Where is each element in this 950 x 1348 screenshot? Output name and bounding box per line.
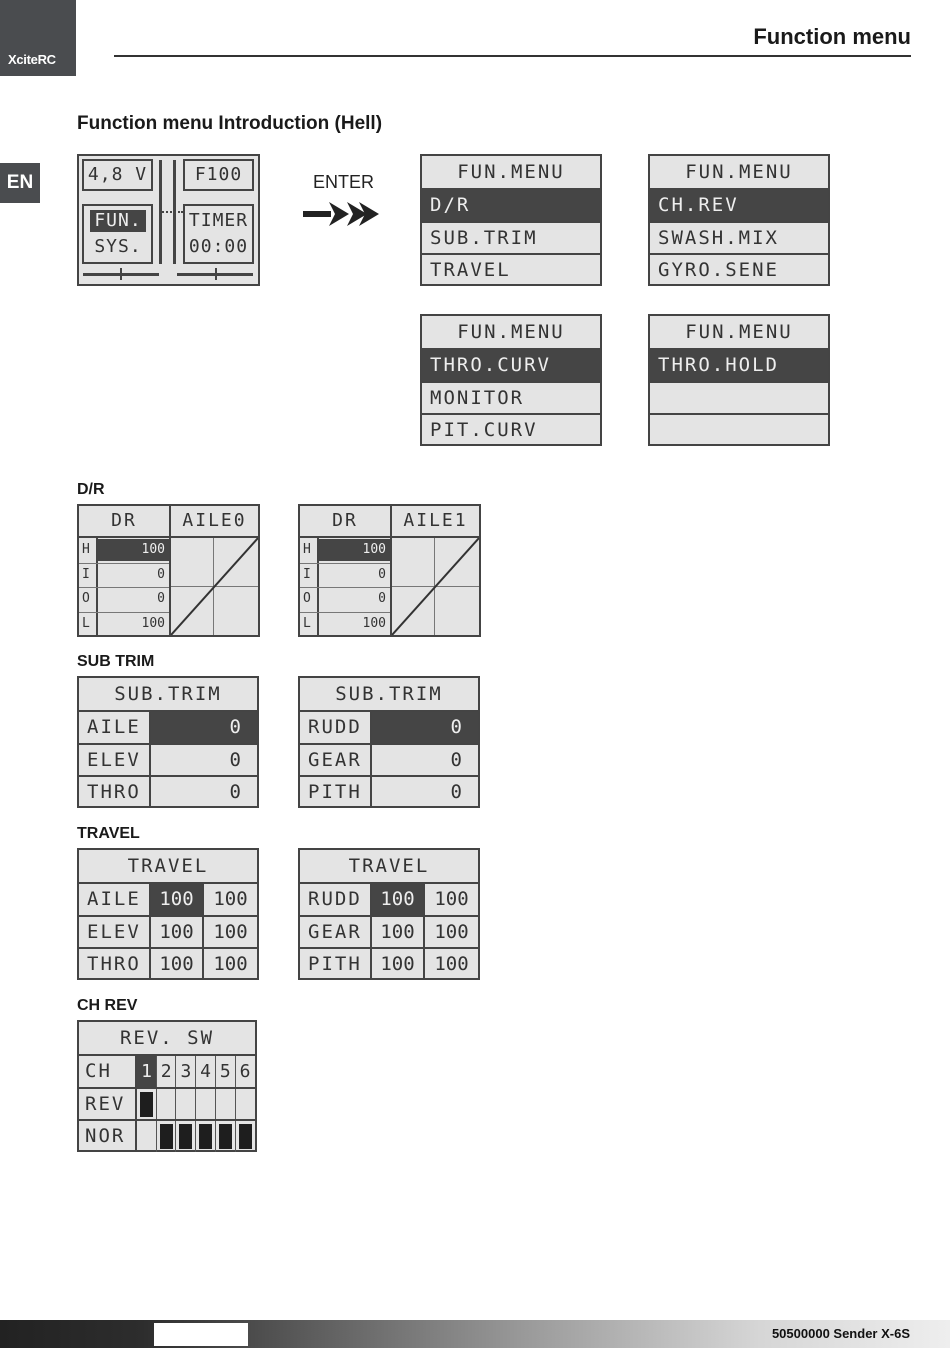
dr-row-value: 0 (378, 566, 386, 582)
footer-page-box (154, 1323, 248, 1346)
header-divider (114, 55, 911, 57)
trim-center-mark-right (215, 268, 217, 280)
travel-screen (298, 848, 480, 980)
sys-label: SYS. (94, 236, 142, 257)
fun-menu-screen (420, 314, 602, 446)
chrev-cell-divider (175, 1121, 176, 1152)
subtrim-row (79, 710, 257, 743)
travel-channel: RUDD (308, 888, 362, 910)
chrev-cell-divider (156, 1089, 157, 1120)
chrev-cell-divider (235, 1089, 236, 1120)
dr-screen (298, 504, 481, 637)
chrev-row (79, 1054, 255, 1087)
fun-menu-item[interactable]: D/R (422, 188, 600, 221)
chrev-cell-divider (175, 1089, 176, 1120)
brand-logo-text: XciteRC (8, 52, 56, 67)
chrev-nor-marker[interactable] (179, 1124, 192, 1149)
travel-row (79, 947, 257, 981)
dr-curve-graph (392, 538, 479, 635)
section-title-intro: Function menu Introduction (Hell) (77, 113, 383, 134)
subtrim-channel: PITH (308, 781, 362, 804)
subtrim-row (300, 775, 478, 809)
subtrim-channel: AILE (87, 716, 141, 738)
travel-row (300, 947, 478, 981)
dr-row-label: L (82, 615, 90, 631)
section-title-chrev: CH REV (77, 997, 138, 1014)
enter-label: ENTER (313, 172, 375, 192)
travel-row (300, 915, 478, 948)
fun-menu-item[interactable]: MONITOR (422, 381, 600, 414)
enter-arrow-icon (303, 198, 379, 230)
fun-menu-screen (420, 154, 602, 286)
chrev-channel-number: 6 (239, 1061, 251, 1082)
trim-center-mark-left (120, 268, 122, 280)
fun-menu-item[interactable]: SUB.TRIM (422, 221, 600, 254)
chrev-row-label: NOR (85, 1125, 126, 1148)
fun-menu-item[interactable]: GYRO.SENE (650, 253, 828, 287)
dr-channel: AILE0 (182, 510, 247, 531)
chrev-cell-divider (195, 1121, 196, 1152)
chrev-cell-divider (235, 1121, 236, 1152)
travel-value-right[interactable]: 100 (434, 888, 469, 910)
travel-value-left[interactable]: 100 (380, 953, 415, 976)
fun-menu-title: FUN.MENU (457, 321, 565, 343)
dr-screen (77, 504, 260, 637)
travel-value-right[interactable]: 100 (213, 920, 248, 943)
chrev-row (79, 1119, 255, 1153)
dr-row-label: H (82, 542, 90, 557)
subtrim-row (300, 743, 478, 776)
fun-menu-screen (648, 314, 830, 446)
chrev-channel-number: 1 (137, 1056, 156, 1087)
dr-row-value: 100 (319, 539, 390, 561)
dr-row-label: I (303, 566, 311, 582)
subtrim-row (79, 743, 257, 776)
chrev-channel-number: 2 (160, 1061, 172, 1082)
fun-menu-item[interactable] (650, 413, 828, 447)
travel-value-left[interactable]: 100 (159, 953, 194, 976)
travel-channel: THRO (87, 953, 141, 976)
dr-curve-line (392, 538, 479, 635)
voltage-box: 4,8 V (82, 159, 153, 191)
home-screen-lcd (77, 154, 260, 286)
fun-menu-item[interactable]: CH.REV (650, 188, 828, 221)
subtrim-channel: ELEV (87, 748, 141, 771)
subtrim-value[interactable]: 0 (151, 712, 257, 743)
timer-value: 00:00 (188, 236, 249, 257)
brand-logo (0, 0, 76, 76)
section-title-subtrim: SUB TRIM (77, 653, 155, 670)
footer-product: 50500000 Sender X-6S (771, 1326, 910, 1341)
subtrim-row (300, 710, 478, 743)
dr-row-value: 0 (378, 591, 386, 606)
dr-row-label: O (303, 591, 311, 606)
dr-row-label: L (303, 615, 311, 631)
travel-channel: GEAR (308, 920, 362, 943)
chrev-channel-number: 5 (219, 1061, 231, 1082)
fun-menu-item[interactable]: THRO.CURV (422, 348, 600, 381)
subtrim-value[interactable]: 0 (229, 781, 241, 804)
section-title-travel: TRAVEL (77, 825, 140, 842)
fun-menu-item[interactable]: SWASH.MIX (650, 221, 828, 254)
chrev-nor-marker[interactable] (199, 1124, 212, 1149)
subtrim-title: SUB.TRIM (114, 683, 222, 705)
travel-value-right[interactable]: 100 (434, 953, 469, 976)
subtrim-channel: THRO (87, 781, 141, 804)
travel-value-right[interactable]: 100 (434, 920, 469, 943)
dr-channel: AILE1 (403, 510, 468, 531)
fun-menu-title: FUN.MENU (457, 161, 565, 183)
travel-row (79, 915, 257, 948)
travel-value-right[interactable]: 100 (213, 953, 248, 976)
fun-menu-screen (648, 154, 830, 286)
dr-row-label: H (303, 542, 311, 557)
travel-value-left[interactable]: 100 (159, 920, 194, 943)
dr-row-label: O (82, 591, 90, 606)
subtrim-value[interactable]: 0 (450, 781, 462, 804)
subtrim-screen (298, 676, 480, 808)
travel-value-left[interactable]: 100 (372, 884, 423, 915)
travel-value-left[interactable]: 100 (151, 884, 202, 915)
travel-channel: PITH (308, 953, 362, 976)
model-box: F100 (183, 159, 254, 191)
chrev-nor-marker[interactable] (239, 1124, 252, 1149)
subtrim-row (79, 775, 257, 809)
subtrim-value[interactable]: 0 (372, 712, 478, 743)
chrev-cell-divider (156, 1121, 157, 1152)
dr-row-value: 0 (157, 591, 165, 606)
chrev-rev-marker[interactable] (140, 1092, 153, 1117)
dr-row-value: 0 (157, 566, 165, 582)
subtrim-screen (77, 676, 259, 808)
chrev-row-label: CH (85, 1060, 112, 1082)
dr-curve-line (171, 538, 258, 635)
fun-menu-item[interactable]: PIT.CURV (422, 413, 600, 447)
travel-value-left[interactable]: 100 (380, 920, 415, 943)
fun-menu-item[interactable]: THRO.HOLD (650, 348, 828, 381)
dr-row-value: 100 (362, 615, 386, 631)
language-tab: EN (0, 163, 40, 203)
subtrim-value[interactable]: 0 (450, 748, 462, 771)
trim-marker-dots (159, 211, 183, 215)
dr-row-value: 100 (141, 615, 165, 631)
chrev-nor-marker[interactable] (160, 1124, 173, 1149)
chrev-cell-divider (215, 1121, 216, 1152)
travel-channel: ELEV (87, 920, 141, 943)
dr-row-value: 100 (98, 539, 169, 561)
timer-box (183, 204, 254, 264)
chrev-channel-number: 4 (200, 1061, 212, 1082)
dr-curve-graph (171, 538, 258, 635)
chrev-divider (135, 1121, 137, 1152)
travel-value-right[interactable]: 100 (213, 888, 248, 910)
fun-label: FUN. (90, 210, 146, 232)
chrev-row-label: REV (85, 1092, 126, 1115)
fun-menu-title: FUN.MENU (685, 321, 793, 343)
chrev-cell-divider (215, 1089, 216, 1120)
chrev-divider (135, 1089, 137, 1120)
travel-channel: AILE (87, 888, 141, 910)
dr-row-label: I (82, 566, 90, 582)
subtrim-value[interactable]: 0 (229, 748, 241, 771)
fun-sys-box (82, 204, 153, 264)
fun-menu-title: FUN.MENU (685, 161, 793, 183)
travel-row (300, 882, 478, 915)
travel-row (79, 882, 257, 915)
fun-menu-item[interactable] (650, 381, 828, 414)
travel-screen (77, 848, 259, 980)
page-title: Function menu (753, 24, 911, 49)
section-title-dr: D/R (77, 481, 105, 498)
travel-title: TRAVEL (127, 855, 209, 877)
chrev-row (79, 1087, 255, 1120)
fun-menu-item[interactable]: TRAVEL (422, 253, 600, 287)
subtrim-channel: RUDD (308, 716, 362, 738)
chrev-channel-number: 3 (180, 1061, 192, 1082)
dr-head: DR (111, 510, 137, 531)
subtrim-channel: GEAR (308, 748, 362, 771)
chrev-title: REV. SW (119, 1027, 215, 1049)
dr-head: DR (332, 510, 358, 531)
chrev-cell-divider (195, 1089, 196, 1120)
ch-rev-screen (77, 1020, 257, 1152)
chrev-nor-marker[interactable] (219, 1124, 232, 1149)
timer-label: TIMER (188, 210, 249, 231)
subtrim-title: SUB.TRIM (335, 683, 443, 705)
travel-title: TRAVEL (348, 855, 430, 877)
